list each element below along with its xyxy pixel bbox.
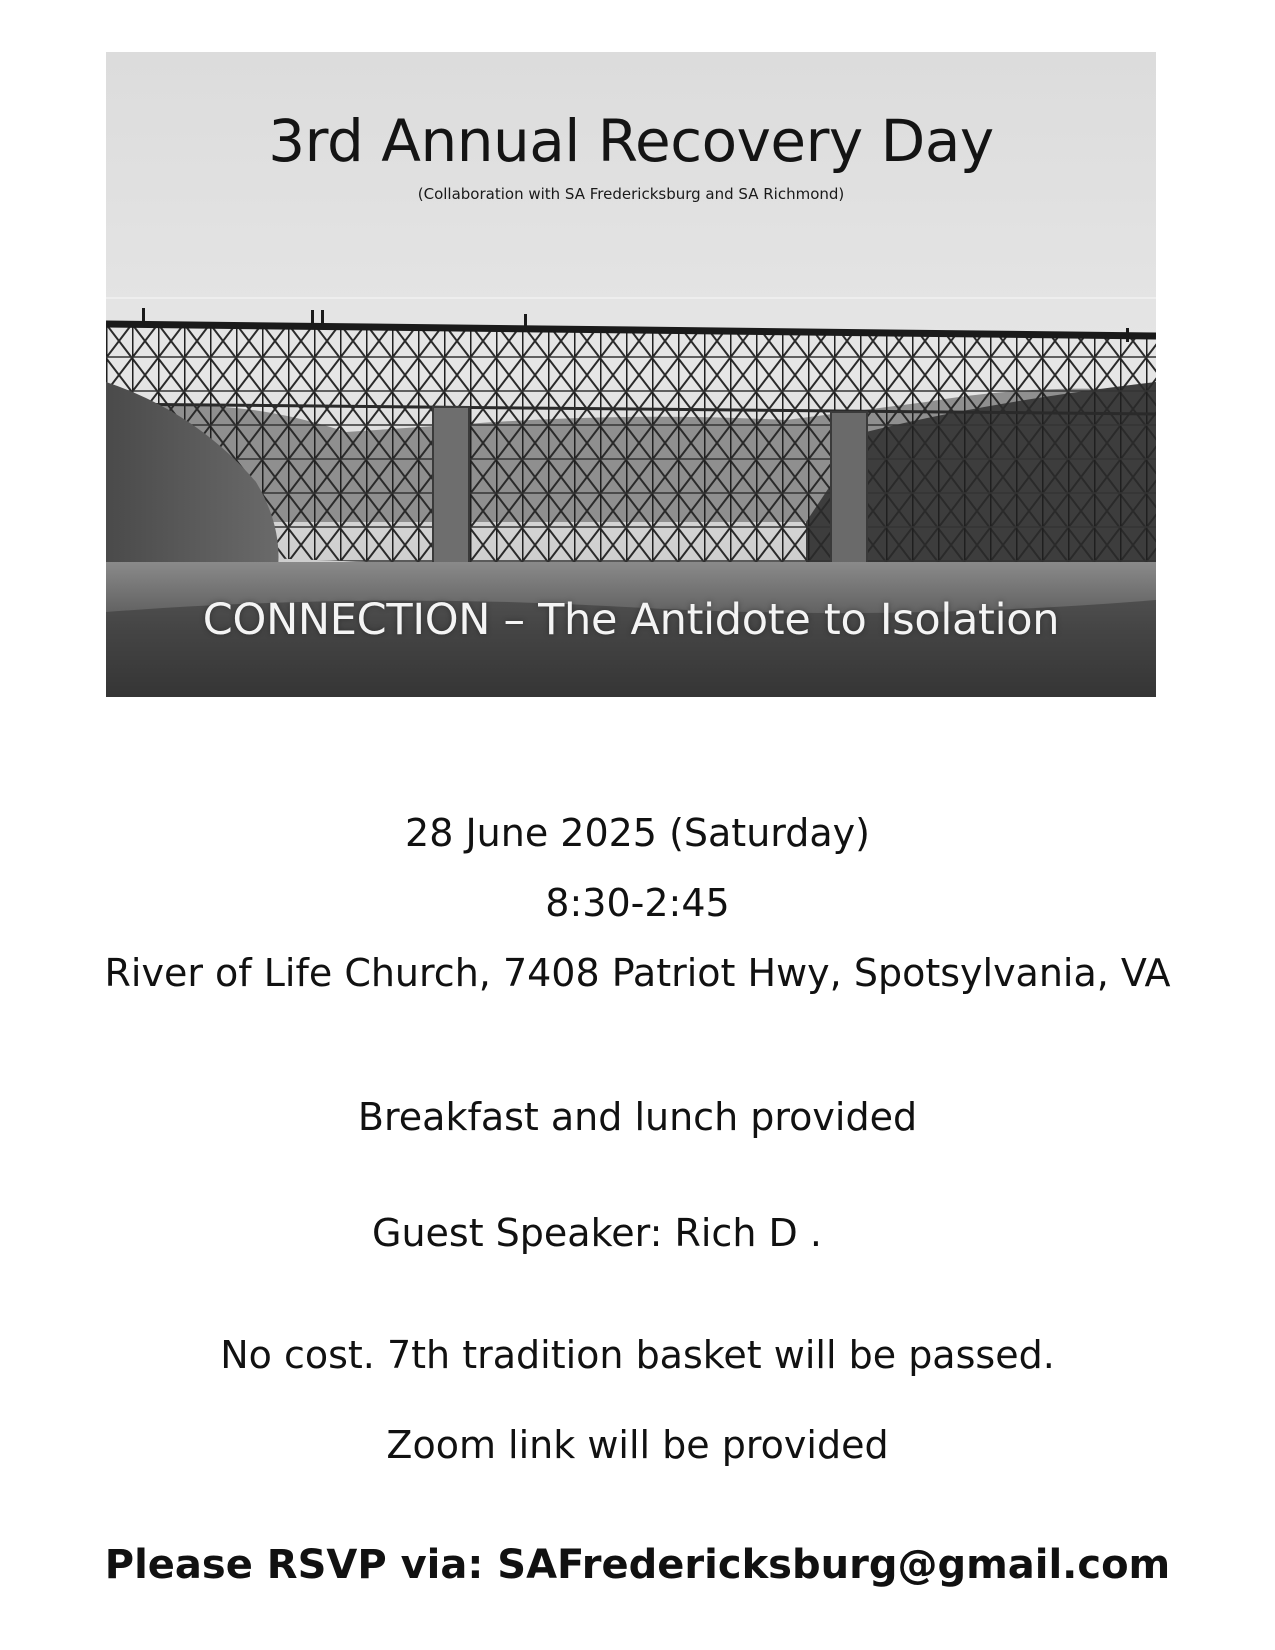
- event-collaboration-note: (Collaboration with SA Fredericksburg and SA Richmond): [417, 185, 845, 203]
- zoom-note: Zoom link will be provided: [386, 1423, 889, 1467]
- event-location: River of Life Church, 7408 Patriot Hwy, Spotsylvania, VA: [104, 951, 1171, 995]
- event-date: 28 June 2025 (Saturday): [405, 811, 870, 855]
- rsvp-email: Please RSVP via: SAFredericksburg@gmail.com: [104, 1542, 1171, 1588]
- event-time: 8:30-2:45: [545, 881, 730, 925]
- banner-photo: [106, 52, 1156, 697]
- event-title: 3rd Annual Recovery Day: [268, 107, 994, 175]
- meals-note: Breakfast and lunch provided: [357, 1095, 918, 1139]
- cost-note: No cost. 7th tradition basket will be passed.: [220, 1333, 1055, 1377]
- guest-speaker: Guest Speaker: Rich D .: [372, 1211, 822, 1255]
- event-theme-tagline: CONNECTION – The Antidote to Isolation: [202, 595, 1060, 645]
